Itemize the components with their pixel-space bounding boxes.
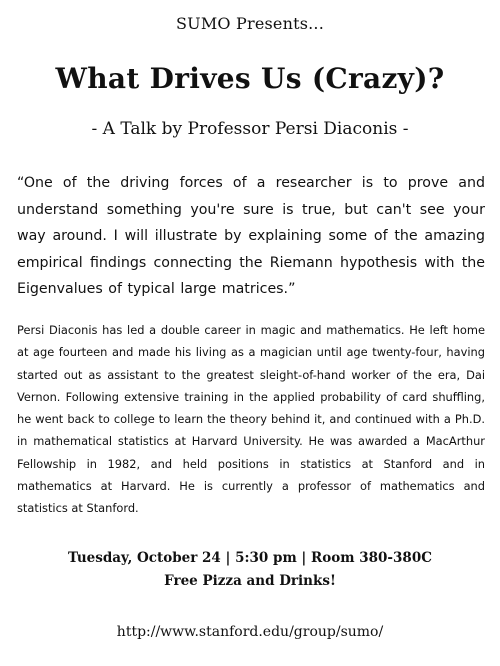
event-details: Tuesday, October 24 | 5:30 pm | Room 380-380C <box>68 550 432 566</box>
event-extras: Free Pizza and Drinks! <box>164 573 336 589</box>
speaker-subtitle: - A Talk by Professor Persi Diaconis - <box>91 119 409 139</box>
event-info <box>0 547 500 593</box>
presenter-line: SUMO Presents... <box>176 14 324 33</box>
talk-title: What Drives Us (Crazy)? <box>55 62 445 95</box>
abstract-quote: “One of the driving forces of a researcher is to prove and understand something you're sure is true, but can't see your way around. I will illustrate by explaining some of the amazing empirical findings connecting the Riemann hypothesis with the Eigenvalues of typical large matrices.” <box>17 175 485 297</box>
website-url: http://www.stanford.edu/group/sumo/ <box>116 624 384 640</box>
speaker-bio: Persi Diaconis has led a double career in magic and mathematics. He left home at age fourteen and made his living as a magician until age twenty-four, having started out as assistant to the greatest sleight-of-hand worker of the era, Dai Vernon. Following extensive training in the applied probability of card shuffling, he went back to college to learn the theory behind it, and continued with a Ph.D. in mathematical statistics at Harvard University. He was awarded a MacArthur Fellowship in 1982, and held positions in statistics at Stanford and in mathematics at Harvard. He is currently a professor of mathematics and statistics at Stanford. <box>17 323 485 516</box>
